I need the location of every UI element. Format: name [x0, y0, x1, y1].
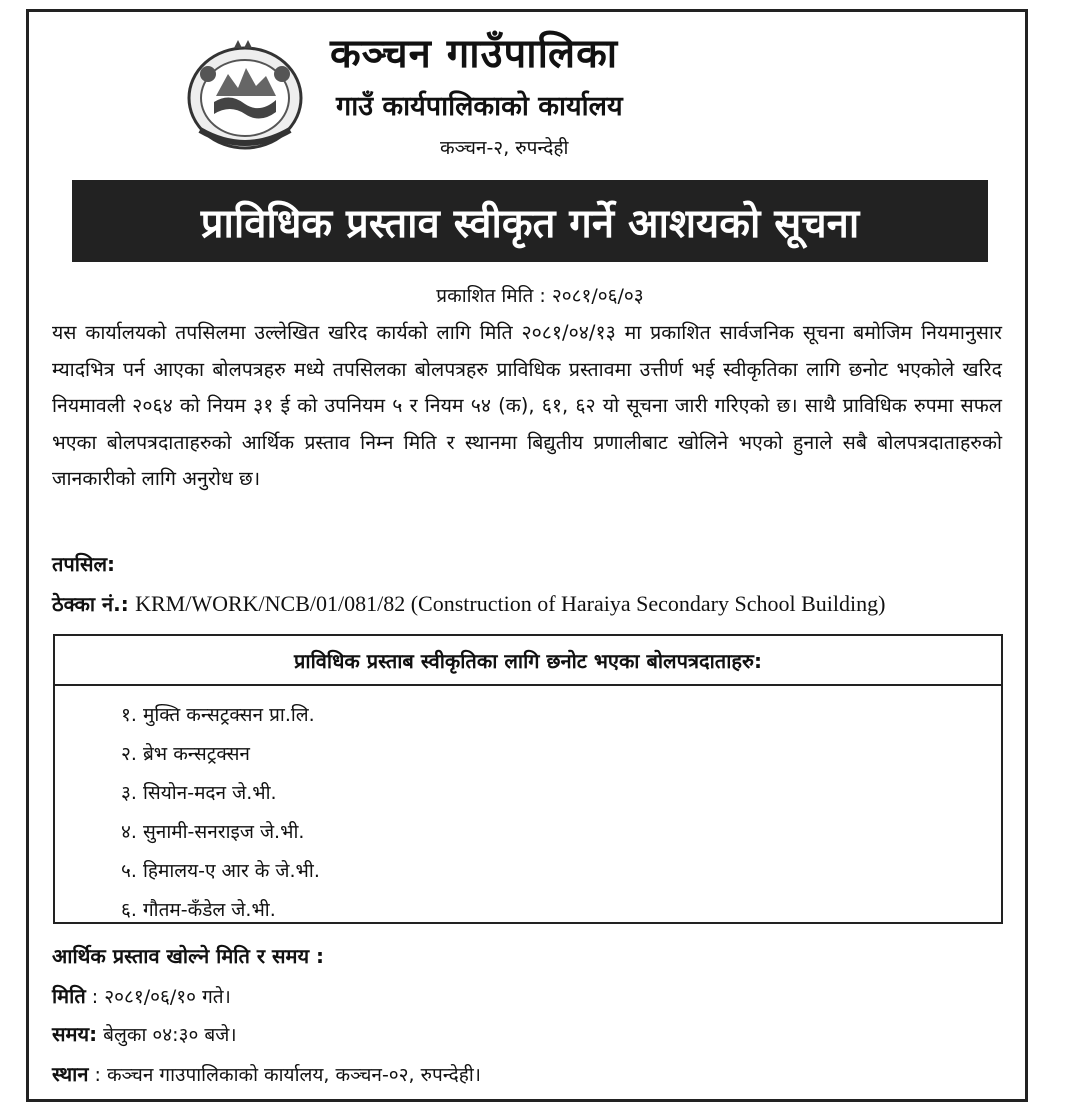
- opening-time-value: बेलुका ०४:३० बजे।: [103, 1024, 237, 1046]
- notice-frame: [26, 9, 1028, 1102]
- contract-value: KRM/WORK/NCB/01/081/82 (Construction of Haraiya Secondary School Building): [135, 591, 886, 616]
- list-item: ५. हिमालय-ए आर के जे.भी.: [121, 860, 320, 882]
- opening-place-value: : कञ्चन गाउपालिकाको कार्यालय, कञ्चन-०२, रुपन्देही।: [94, 1064, 481, 1086]
- opening-date-label: मिति: [52, 984, 86, 1008]
- opening-place: [52, 1060, 481, 1087]
- details-heading: तपसिल:: [52, 552, 116, 576]
- notice-body: यस कार्यालयको तपसिलमा उल्लेखित खरिद कार्यको लागि मिति २०८१/०४/१३ मा प्रकाशित सार्वजनिक सूचना बमोजिम नियमानुसार म्यादभित्र पर्न आएका बोलपत्रहरु मध्ये तपसिलका बोलपत्रहरु प्राविधिक प्रस्तावमा उत्तीर्ण भई स्वीकृतिका लागि छनोट भएकोले खरिद नियमावली २०६४ को नियम ३१ ई को उपनियम ५ र नियम ५४ (क), ६१, ६२ यो सूचना जारी गरिएको छ। साथै प्राविधिक रुपमा सफल भएका बोलपत्रदाताहरुको आर्थिक प्रस्ताव निम्न मिति र स्थानमा बिद्युतीय प्रणालीबाट खोलिने भएको हुनाले सबै बोलपत्रदाताहरुको जानकारीको लागि अनुरोध छ।: [52, 321, 1002, 491]
- list-item: ३. सियोन-मदन जे.भी.: [121, 782, 277, 804]
- selected-bidders-heading: प्राविधिक प्रस्ताब स्वीकृतिका लागि छनोट भएका बोलपत्रदाताहरु:: [55, 636, 1001, 686]
- list-item: १. मुक्ति कन्सट्रक्सन प्रा.लि.: [121, 704, 315, 726]
- financial-heading: आर्थिक प्रस्ताव खोल्ने मिति र समय :: [52, 944, 325, 968]
- contract-label: ठेक्का नं.:: [52, 592, 129, 616]
- org-name: कञ्चन गाउँपालिका: [330, 31, 619, 77]
- contract-line: [52, 590, 885, 617]
- opening-date-value: : २०८१/०६/१० गते।: [91, 986, 231, 1008]
- published-date: प्रकाशित मिति : २०८१/०६/०३: [436, 285, 644, 307]
- list-item: ४. सुनामी-सनराइज जे.भी.: [121, 821, 305, 843]
- office-name: गाउँ कार्यपालिकाको कार्यालय: [336, 91, 623, 122]
- office-address: कञ्चन-२, रुपन्देही: [440, 137, 569, 159]
- opening-date: [52, 982, 231, 1009]
- opening-time-label: समय:: [52, 1022, 98, 1046]
- list-item: ६. गौतम-कँडेल जे.भी.: [121, 899, 276, 921]
- bidder-list: [121, 696, 320, 930]
- selected-bidders-box: [53, 634, 1003, 924]
- opening-time: [52, 1020, 237, 1047]
- list-item: २. ब्रेभ कन्सट्रक्सन: [121, 743, 250, 765]
- nepal-government-emblem-icon: [180, 38, 310, 153]
- notice-title: प्राविधिक प्रस्ताव स्वीकृत गर्ने आशयको सूचना: [200, 200, 860, 247]
- notice-title-banner: [72, 180, 988, 262]
- opening-place-label: स्थान: [52, 1062, 89, 1086]
